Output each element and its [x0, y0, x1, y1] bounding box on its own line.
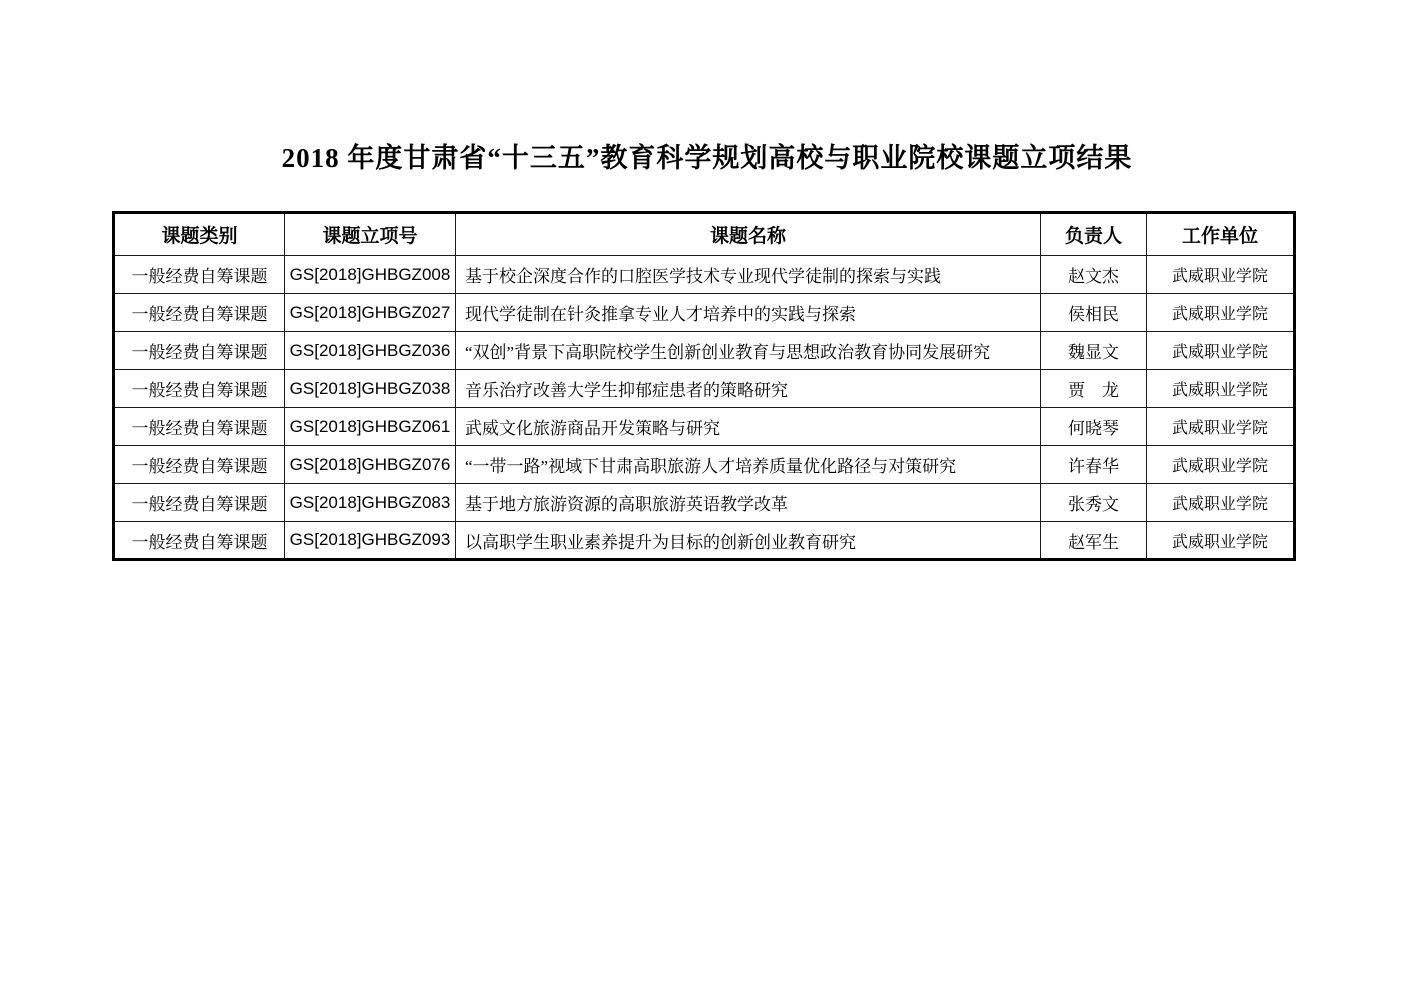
- cell-project-title: “一带一路”视域下甘肃高职旅游人才培养质量优化路径与对策研究: [456, 446, 1041, 484]
- cell-leader: 许春华: [1041, 446, 1147, 484]
- cell-category: 一般经费自筹课题: [114, 408, 285, 446]
- cell-category: 一般经费自筹课题: [114, 256, 285, 294]
- cell-category: 一般经费自筹课题: [114, 332, 285, 370]
- header-category: 课题类别: [114, 213, 285, 256]
- page-title: 2018 年度甘肃省“十三五”教育科学规划高校与职业院校课题立项结果: [281, 143, 1133, 173]
- table-row: [114, 522, 1295, 560]
- cell-project-number: GS[2018]GHBGZ093: [285, 522, 456, 560]
- cell-project-title: “双创”背景下高职院校学生创新创业教育与思想政治教育协同发展研究: [456, 332, 1041, 370]
- cell-leader: 何晓琴: [1041, 408, 1147, 446]
- cell-leader: 赵军生: [1041, 522, 1147, 560]
- table-row: [114, 484, 1295, 522]
- cell-category: 一般经费自筹课题: [114, 522, 285, 560]
- table-row: [114, 294, 1295, 332]
- cell-project-number: GS[2018]GHBGZ036: [285, 332, 456, 370]
- cell-project-number: GS[2018]GHBGZ076: [285, 446, 456, 484]
- cell-category: 一般经费自筹课题: [114, 294, 285, 332]
- cell-project-number: GS[2018]GHBGZ008: [285, 256, 456, 294]
- cell-project-title: 音乐治疗改善大学生抑郁症患者的策略研究: [456, 370, 1041, 408]
- cell-work-unit: 武威职业学院: [1147, 484, 1295, 522]
- cell-project-number: GS[2018]GHBGZ083: [285, 484, 456, 522]
- cell-leader: 侯相民: [1041, 294, 1147, 332]
- table-row: [114, 408, 1295, 446]
- cell-project-number: GS[2018]GHBGZ038: [285, 370, 456, 408]
- table-row: [114, 256, 1295, 294]
- cell-leader: 赵文杰: [1041, 256, 1147, 294]
- header-leader: 负责人: [1041, 213, 1147, 256]
- cell-project-number: GS[2018]GHBGZ027: [285, 294, 456, 332]
- cell-leader: 张秀文: [1041, 484, 1147, 522]
- header-project-number: 课题立项号: [285, 213, 456, 256]
- cell-project-title: 现代学徒制在针灸推拿专业人才培养中的实践与探索: [456, 294, 1041, 332]
- cell-project-title: 武威文化旅游商品开发策略与研究: [456, 408, 1041, 446]
- cell-work-unit: 武威职业学院: [1147, 522, 1295, 560]
- cell-work-unit: 武威职业学院: [1147, 446, 1295, 484]
- table-row: [114, 446, 1295, 484]
- table-header-row: [114, 213, 1295, 256]
- cell-project-title: 以高职学生职业素养提升为目标的创新创业教育研究: [456, 522, 1041, 560]
- project-results-table: [112, 211, 1296, 561]
- table-row: [114, 332, 1295, 370]
- cell-project-title: 基于校企深度合作的口腔医学技术专业现代学徒制的探索与实践: [456, 256, 1041, 294]
- cell-work-unit: 武威职业学院: [1147, 256, 1295, 294]
- cell-category: 一般经费自筹课题: [114, 484, 285, 522]
- header-project-title: 课题名称: [456, 213, 1041, 256]
- cell-work-unit: 武威职业学院: [1147, 408, 1295, 446]
- cell-work-unit: 武威职业学院: [1147, 332, 1295, 370]
- cell-project-number: GS[2018]GHBGZ061: [285, 408, 456, 446]
- table-row: [114, 370, 1295, 408]
- header-work-unit: 工作单位: [1147, 213, 1295, 256]
- cell-category: 一般经费自筹课题: [114, 446, 285, 484]
- cell-work-unit: 武威职业学院: [1147, 370, 1295, 408]
- cell-work-unit: 武威职业学院: [1147, 294, 1295, 332]
- cell-leader: 贾 龙: [1041, 370, 1147, 408]
- cell-project-title: 基于地方旅游资源的高职旅游英语教学改革: [456, 484, 1041, 522]
- cell-leader: 魏显文: [1041, 332, 1147, 370]
- cell-category: 一般经费自筹课题: [114, 370, 285, 408]
